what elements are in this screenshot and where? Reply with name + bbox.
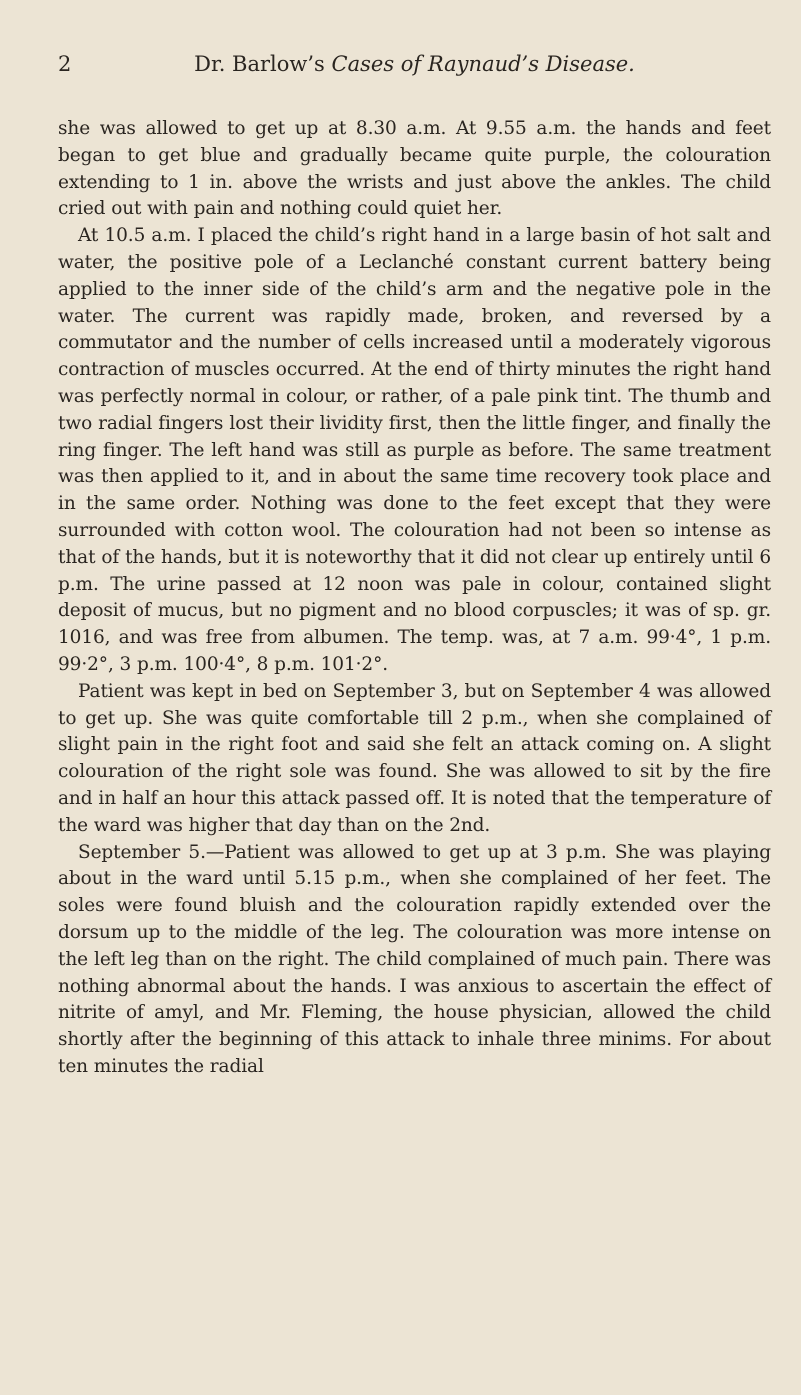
paragraph-continuation: she was allowed to get up at 8.30 a.m. At 9.55 a.m. the hands and feet began to get blue and gradually became quite purple, the colouration extending to 1 in. above the wrists and just above the ankles. The child cried out with pain and nothing could quiet her. xyxy=(58,118,771,220)
page-header xyxy=(58,52,771,92)
paragraph-september-3-4: Patient was kept in bed on September 3, but on September 4 was allowed to get up. She was quite comfortable till 2 p.m., when she complained of slight pain in the right foot and said she felt an attack coming on. A slight colouration of the right sole was found. She was allowed to sit by the fire and in half an hour this attack passed off. It is noted that the temperature of the ward was higher that day than on the 2nd. xyxy=(58,680,771,836)
paragraph-treatment: At 10.5 a.m. I placed the child’s right hand in a large basin of hot salt and water, the positive pole of a Leclanché constant current battery being applied to the inner side of the child’s arm and the negative pole in the water. The current was rapidly made, broken, and reversed by a commutator and the number of cells increased until a moderately vigorous contraction of muscles occurred. At the end of thirty minutes the right hand was perfectly normal in colour, or rather, of a pale pink tint. The thumb and two radial fingers lost their lividity first, then the little finger, and finally the ring finger. The left hand was still as purple as before. The same treatment was then applied to it, and in about the same time recovery took place and in the same order. Nothing was done to the feet except that they were surrounded with cotton wool. The colouration had not been so intense as that of the hands, but it is noteworthy that it did not clear up entirely until 6 p.m. The urine passed at 12 noon was pale in colour, contained slight deposit of mucus, but no pigment and no blood corpuscles; it was of sp. gr. 1016, and was free from albumen. The temp. was, at 7 a.m. 99·4°, 1 p.m. 99·2°, 3 p.m. 100·4°, 8 p.m. 101·2°. xyxy=(58,225,771,675)
running-title xyxy=(58,52,771,76)
paragraph-september-5: September 5.—Patient was allowed to get up at 3 p.m. She was playing about in the ward until 5.15 p.m., when she complained of her feet. The soles were found bluish and the colouration rapidly extended over the dorsum up to the middle of the leg. The colouration was more intense on the left leg than on the right. The child complained of much pain. There was nothing abnormal about the hands. I was anxious to ascertain the effect of nitrite of amyl, and Mr. Fleming, the house physician, allowed the child shortly after the beginning of this attack to inhale three minims. For about ten minutes the radial xyxy=(58,841,771,1077)
running-title-author: Dr. Barlow’s xyxy=(194,52,325,76)
running-title-italic: Cases of Raynaud’s Disease. xyxy=(331,52,635,76)
body-text xyxy=(58,116,771,1081)
page-number: 2 xyxy=(58,52,72,76)
